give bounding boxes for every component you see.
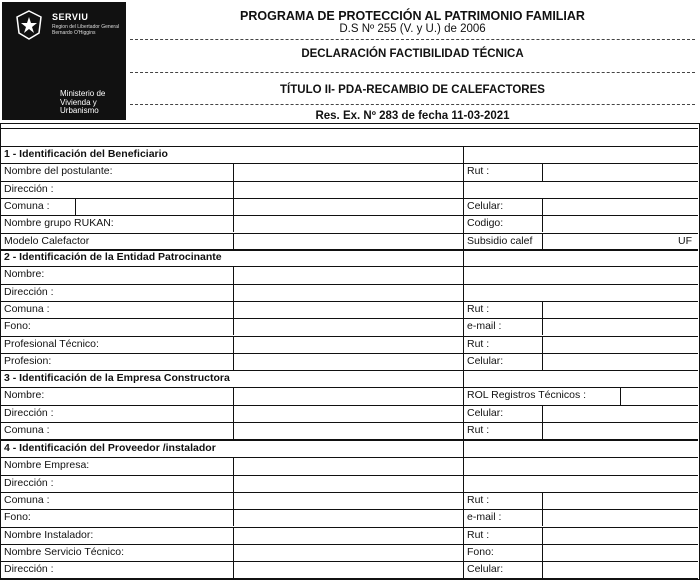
field-label: Nombre Empresa: [4,459,90,472]
field-value-input[interactable] [543,302,696,317]
logo-brand: SERVIU [52,12,89,22]
row-rule [1,128,698,129]
field-label: Fono: [467,545,494,558]
field-label: Celular: [467,354,504,367]
field-label: Nombre: [4,389,45,402]
field-value-input[interactable] [234,302,462,317]
field-label: Profesional Técnico: [4,337,99,350]
field-value-input[interactable] [543,337,696,352]
field-value-input[interactable] [543,423,696,438]
section-title: 3 - Identificación de la Empresa Constructora [4,372,230,384]
field-label: Comuna : [4,302,50,315]
column-rule [233,233,234,250]
field-label: Nombre: [4,268,45,281]
field-label: Comuna : [4,199,50,212]
field-label: Rut : [467,337,490,350]
field-value-input[interactable] [234,493,462,508]
field-value-input[interactable] [234,234,462,249]
field-label: Profesion: [4,354,52,367]
column-rule [233,181,234,198]
field-label: Rut : [467,493,490,506]
field-value-input[interactable] [543,319,696,334]
field-value-input[interactable] [234,285,462,300]
logo-region: Region del Libertador General Bernardo O'Higgins [52,24,119,36]
field-value-input[interactable] [543,545,696,560]
field-label: Fono: [4,511,31,524]
field-value-input[interactable] [234,406,462,421]
column-rule [233,301,234,318]
subtitle: TÍTULO II- PDA-RECAMBIO DE CALEFACTORES [280,84,545,96]
field-value-input[interactable] [621,388,696,403]
column-rule [233,422,234,439]
field-value-input[interactable] [543,493,696,508]
column-rule [233,353,234,370]
row-rule [1,578,698,579]
field-label: Rut : [467,302,490,315]
field-label: Celular: [467,199,504,212]
column-rule [233,561,234,578]
field-value-input[interactable] [543,234,696,249]
resolution-line: Res. Ex. Nº 283 de fecha 11-03-2021 [315,110,510,122]
column-rule [75,198,76,215]
field-value-input[interactable] [234,388,462,403]
form-title: PROGRAMA DE PROTECCIÓN AL PATRIMONIO FAMILIAR [240,9,585,23]
column-rule [233,284,234,301]
field-value-input[interactable] [543,562,696,577]
field-label: e-mail : [467,320,502,333]
field-value-input[interactable] [234,476,462,491]
field-label: Nombre grupo RUKAN: [4,217,114,230]
field-value-input[interactable] [543,510,696,525]
column-rule [233,527,234,544]
field-value-input[interactable] [234,182,462,197]
field-label: Nombre del postulante: [4,165,113,178]
field-label: Nombre Instalador: [4,528,94,541]
declaration-title: DECLARACIÓN FACTIBILIDAD TÉCNICA [301,48,524,60]
field-value-input[interactable] [543,164,696,179]
column-rule [233,457,234,474]
crest-icon [12,8,46,42]
section-title: 4 - Identificación del Proveedor /instalador [4,442,216,454]
field-value-input[interactable] [234,545,462,560]
field-label: Fono: [4,320,31,333]
field-label: Dirección : [4,406,54,419]
column-rule [233,163,234,180]
field-label: Dirección : [4,285,54,298]
field-value-input[interactable] [234,458,462,473]
field-value-input[interactable] [234,510,462,525]
column-rule [233,492,234,509]
field-label: Celular: [467,563,504,576]
field-value-input[interactable] [234,337,462,352]
column-rule [233,509,234,526]
field-value-input[interactable] [234,267,462,282]
column-rule [233,215,234,232]
field-label: Rut : [467,165,490,178]
field-label: Subsidio calef [467,234,533,247]
field-label: Rut : [467,528,490,541]
field-value-input[interactable] [234,216,462,231]
section-title: 1 - Identificación del Beneficiario [4,148,168,160]
divider [130,72,695,73]
column-rule [233,198,234,215]
field-value-input[interactable] [543,406,696,421]
logo-ministry: Ministerio de Vivienda y Urbanismo [60,89,106,115]
field-label: Nombre Servicio Técnico: [4,545,125,558]
section-title: 2 - Identificación de la Entidad Patrocinante [4,251,222,263]
field-label: Modelo Calefactor [4,234,90,247]
column-rule [233,336,234,353]
field-label: Celular: [467,406,504,419]
column-rule [233,266,234,283]
field-value-input[interactable] [234,199,462,214]
field-label: Comuna : [4,423,50,436]
column-rule [233,405,234,422]
field-value-input[interactable] [234,423,462,438]
column-rule [233,475,234,492]
field-label: Dirección : [4,476,54,489]
field-label: Dirección : [4,182,54,195]
field-value-input[interactable] [543,528,696,543]
field-label: Comuna : [4,493,50,506]
column-rule [233,387,234,404]
field-value-input[interactable] [543,199,696,214]
divider [130,39,695,40]
field-label: Dirección : [4,563,54,576]
field-label: ROL Registros Técnicos : [467,389,587,402]
serviu-logo [2,2,126,120]
field-value-input[interactable] [234,319,462,334]
decree-line: D.S Nº 255 (V. y U.) de 2006 [339,23,486,35]
field-value-input[interactable] [234,562,462,577]
field-value-input[interactable] [543,216,696,231]
currency-unit: UF [678,234,692,247]
field-value-input[interactable] [234,528,462,543]
field-value-input[interactable] [543,354,696,369]
field-value-input[interactable] [234,354,462,369]
field-label: Codigo: [467,217,504,230]
field-value-input[interactable] [234,164,462,179]
column-rule [233,544,234,561]
column-rule [233,318,234,335]
field-label: e-mail : [467,511,502,524]
divider [130,104,695,105]
field-label: Rut : [467,423,490,436]
